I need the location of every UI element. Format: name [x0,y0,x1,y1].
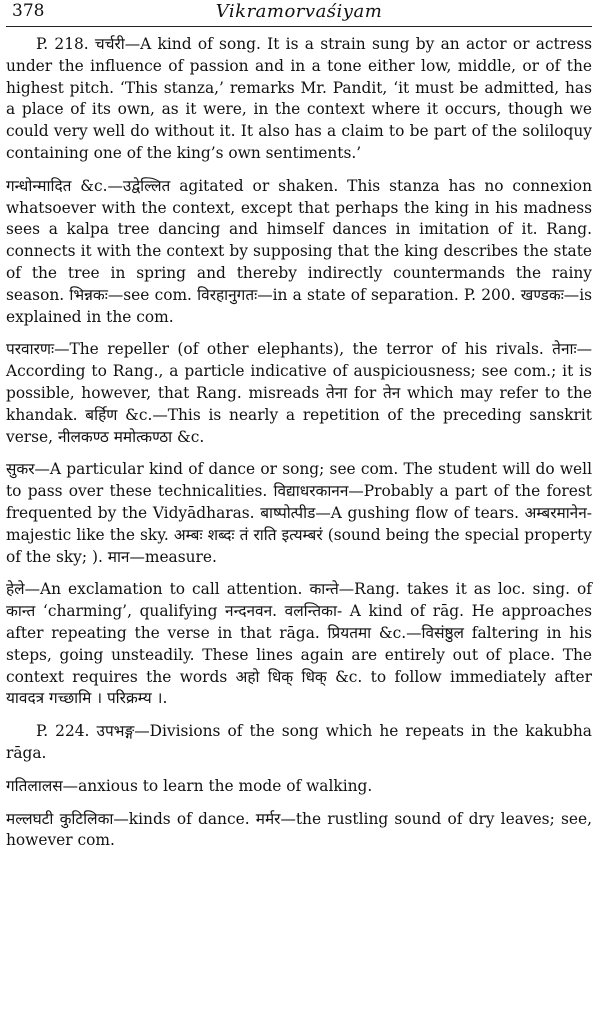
text-line: गतिलालस—anxious to learn the mode of walking. [6,776,373,795]
text-line: in the kakubha rāga. [6,722,592,762]
text-line: remarks Mr. Pandit, ‘it must be admitted, has a place of its [6,78,592,119]
text-line: could very well do without it. It also has a claim to be part [6,122,467,141]
text-line: either low, middle, or of the highest pitch. ‘This stanza,’ [6,56,592,97]
text-line: of the soliloquy containing one of the king’s own sentiments.’ [6,122,592,162]
text-line: Vidyādharas. बाष्पोत्पीड—A gushing flow of tears. अम्बरमानेन- [152,503,592,522]
paragraph [6,176,592,329]
text-line: P. 218. चर्चरी—A kind of song. It is a strain sung by an [36,35,460,53]
text-line: majestic like the sky. अम्बः शब्दः तं राति इत्यम्बरं (sound being the [6,525,460,544]
text-line: विद्याधरकानन—Probably a part of the forest frequented by the [6,482,592,522]
text-line: separation. P. 200. खण्डकः—is explained in the com. [6,285,593,326]
header-rule [6,26,592,27]
text-line: of dry leaves; see, however com. [6,809,592,850]
page-header [6,0,592,28]
paragraph [6,776,592,798]
paragraph [6,809,592,853]
text-line: सुकर—A particular kind of dance or song; see com. The [6,460,433,479]
text-line: परवारणः—The repeller (of other elephants), the terror of [6,340,457,359]
text-line: auspiciousness; see com.; it is possible, however, that Rang. [6,362,592,402]
page-number: 378 [12,1,45,21]
text-line: has no connexion whatsoever with the context, except that [6,176,592,217]
page-body [6,34,592,863]
paragraph [6,579,592,710]
paragraph [6,721,592,765]
running-title: Vikramorvaśiyam [215,1,383,22]
text-line: P. 224. उपभङ्ग—Divisions of the song which he repeats [36,722,465,741]
text-line: &c.—This is nearly a repetition of the preceding sanskrit [125,405,592,424]
text-line: A kind of rāg. He approaches after repeating the verse in [6,602,592,642]
text-line: special property of the sky; ). मान—measure. [6,525,592,566]
text-line: गन्धोन्मादित &c.—उद्वेल्लित agitated or shaken. This stanza [6,176,440,195]
text-line: and himself dances in imitation of it. Rang. connects it with [6,220,592,261]
text-line: actor or actress under the influence of passion and in a tone [6,35,592,75]
paragraph [6,459,592,568]
text-line: of the tree in spring and thereby indirectly countermands [6,263,505,282]
text-line: unsteadily. These lines again are entirely out of place. [111,645,555,664]
text-line: हेले—An exclamation to call attention. कान्ते—Rang. takes [6,580,449,599]
text-line: the rainy season. भिन्नकः—see com. विरहानुगतः—in a state of [6,263,592,304]
text-line: verse, नीलकण्ठ ममोत्कण्ठा &c. [6,427,205,446]
paragraph [6,34,592,165]
text-line: his rivals. तेनाः—According to Rang., a particle indicative of [6,340,592,381]
text-line: misreads तेना for तेन which may refer to the khandak. बर्हिण [6,383,593,424]
text-line: The context requires the words अहो धिक् धिक् &c. to follow [6,645,592,686]
text-line: perhaps the king in his madness sees a kalpa tree dancing [6,198,592,239]
text-line: student will do well to pass over these technicalities. [6,460,592,501]
paragraph [6,339,592,448]
text-line: मल्लघटी कुटिलिका—kinds of dance. मर्मर—the rustling sound [6,809,442,828]
text-line: it as loc. sing. of कान्त ‘charming’, qualifying नन्दनवन. वलन्तिका- [6,580,593,621]
text-line: the context by supposing that the king describes the state [136,242,592,261]
text-line: that rāga. प्रियतमा &c.—विसंष्ठुल faltering in his steps, going [6,623,592,664]
text-line: immediately after यावदत्र गच्छामि । परिक्रम्य ।. [6,667,592,708]
text-line: own, as it were, in the context where it occurs, though we [117,100,592,119]
